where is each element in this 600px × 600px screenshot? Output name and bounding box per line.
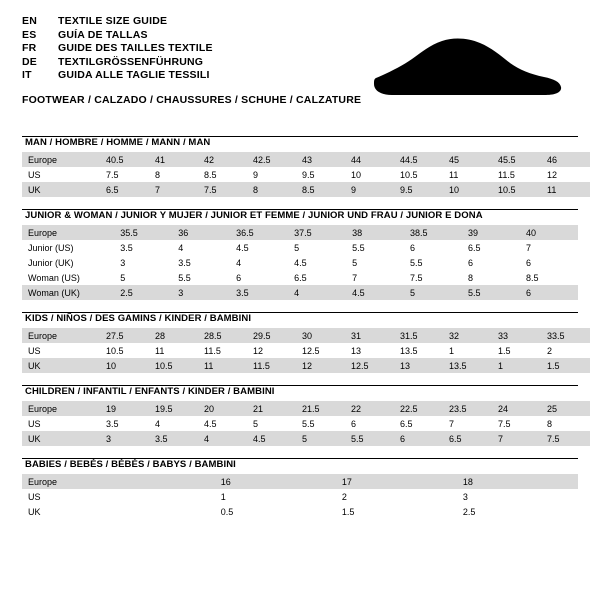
size-cell: 7.5 <box>198 182 247 197</box>
size-cell: 8 <box>155 169 161 180</box>
size-cell: 4.5 <box>247 431 296 446</box>
row-label: Europe <box>22 152 100 167</box>
size-cell: 36.5 <box>230 225 288 240</box>
dress-shoe-icon <box>368 32 568 104</box>
size-cell: 4.5 <box>294 257 307 268</box>
size-cell: 10.5 <box>106 345 124 356</box>
size-cell: 18 <box>457 474 578 489</box>
language-title: TEXTILGRÖSSENFÜHRUNG <box>58 55 204 68</box>
row-label: UK <box>22 431 100 446</box>
size-cell: 11 <box>155 345 165 356</box>
table-row <box>22 167 590 182</box>
size-cell: 38 <box>346 225 404 240</box>
size-cell: 22.5 <box>394 401 443 416</box>
size-cell: 33 <box>492 328 541 343</box>
size-cell: 10 <box>100 358 149 373</box>
size-cell: 2 <box>341 491 347 502</box>
size-cell: 19.5 <box>149 401 198 416</box>
size-table <box>22 401 590 446</box>
size-cell: 6 <box>467 257 473 268</box>
category-line: FOOTWEAR / CALZADO / CHAUSSURES / SCHUHE / CALZATURE <box>22 93 362 106</box>
size-cell: 12 <box>296 358 345 373</box>
size-cell: 3 <box>120 257 126 268</box>
size-cell: 7 <box>352 272 358 283</box>
section-title: BABIES / BEBÉS / BÉBÉS / BABYS / BAMBINI <box>25 459 236 470</box>
size-cell: 13 <box>351 345 362 356</box>
size-cell: 5 <box>296 431 345 446</box>
size-cell: 24 <box>492 401 541 416</box>
size-cell: 6.5 <box>100 182 149 197</box>
size-cell: 11 <box>198 358 247 373</box>
size-cell: 42 <box>198 152 247 167</box>
size-cell: 30 <box>296 328 345 343</box>
size-cell: 2.5 <box>462 506 476 517</box>
size-cell: 9.5 <box>394 182 443 197</box>
size-cell: 42.5 <box>247 152 296 167</box>
size-cell: 7.5 <box>498 418 511 429</box>
size-cell: 10.5 <box>149 358 198 373</box>
row-label: Woman (US) <box>28 272 80 283</box>
size-cell: 7 <box>525 242 531 253</box>
size-cell: 11 <box>541 182 590 197</box>
table-row <box>22 328 590 343</box>
size-cell: 7 <box>492 431 541 446</box>
size-cell: 12 <box>253 345 264 356</box>
size-cell: 0.5 <box>220 506 234 517</box>
size-cell: 7.5 <box>106 169 119 180</box>
size-cell: 11 <box>449 169 459 180</box>
table-row <box>22 152 590 167</box>
size-cell: 8.5 <box>204 169 217 180</box>
section-title: KIDS / NIÑOS / DES GAMINS / KINDER / BAMBINI <box>25 313 252 324</box>
size-cell: 6 <box>351 418 357 429</box>
size-cell: 11.5 <box>498 169 515 180</box>
size-cell: 3 <box>462 491 468 502</box>
language-title-list <box>22 16 213 84</box>
size-cell: 2 <box>547 345 553 356</box>
table-row <box>22 474 578 489</box>
table-row <box>22 431 590 446</box>
language-title: GUIDA ALLE TAGLIE TESSILI <box>58 69 210 81</box>
language-row <box>22 30 213 44</box>
size-cell: 7 <box>149 182 198 197</box>
size-cell: 4 <box>155 418 161 429</box>
section-title: JUNIOR & WOMAN / JUNIOR Y MUJER / JUNIOR ET FEMME / JUNIOR UND FRAU / JUNIOR E DONA <box>25 210 483 221</box>
size-section <box>22 312 578 373</box>
language-row <box>22 43 213 57</box>
table-row <box>22 285 578 300</box>
size-cell: 1 <box>220 491 226 502</box>
row-label: Europe <box>22 225 114 240</box>
size-cell: 12 <box>547 169 558 180</box>
size-cell: 3 <box>172 285 230 300</box>
size-table <box>22 328 590 373</box>
size-cell: 10.5 <box>400 169 418 180</box>
row-label: US <box>28 418 41 429</box>
size-table <box>22 474 578 519</box>
size-cell: 1.5 <box>498 345 511 356</box>
size-cell: 8 <box>467 272 473 283</box>
table-row <box>22 255 578 270</box>
language-title: TEXTILE SIZE GUIDE <box>58 15 168 27</box>
size-cell: 38.5 <box>404 225 462 240</box>
size-cell: 28.5 <box>198 328 247 343</box>
size-cell: 4.5 <box>346 285 404 300</box>
size-cell: 9 <box>345 182 394 197</box>
size-section <box>22 385 578 446</box>
size-cell: 1.5 <box>341 506 355 517</box>
size-cell: 25 <box>541 401 590 416</box>
row-label: US <box>28 491 41 502</box>
table-row <box>22 489 578 504</box>
table-row <box>22 270 578 285</box>
size-cell: 5.5 <box>462 285 520 300</box>
size-cell: 43 <box>296 152 345 167</box>
size-cell: 6.5 <box>400 418 413 429</box>
document-header <box>22 16 578 124</box>
size-cell: 3.5 <box>178 257 191 268</box>
size-cell: 5.5 <box>345 431 394 446</box>
size-cell: 6 <box>410 242 416 253</box>
size-cell: 5 <box>352 257 358 268</box>
size-cell: 5 <box>253 418 259 429</box>
size-cell: 2.5 <box>114 285 172 300</box>
size-section <box>22 458 578 519</box>
size-cell: 6.5 <box>467 242 481 253</box>
size-cell: 5.5 <box>352 242 365 253</box>
size-cell: 1.5 <box>541 358 590 373</box>
size-cell: 40 <box>520 225 578 240</box>
language-code: DE <box>22 55 37 68</box>
size-cell: 27.5 <box>100 328 149 343</box>
row-label: US <box>28 345 41 356</box>
size-cell: 21 <box>247 401 296 416</box>
size-cell: 5.5 <box>178 272 191 283</box>
size-cell: 10 <box>443 182 492 197</box>
size-section <box>22 136 578 197</box>
size-cell: 4 <box>178 242 184 253</box>
size-cell: 5 <box>120 272 126 283</box>
size-cell: 9 <box>253 169 259 180</box>
language-code: IT <box>22 69 32 81</box>
size-cell: 8.5 <box>525 272 539 283</box>
table-row <box>22 225 578 240</box>
size-cell: 39 <box>462 225 520 240</box>
size-cell: 6.5 <box>294 272 307 283</box>
size-cell: 4.5 <box>204 418 217 429</box>
size-cell: 45 <box>443 152 492 167</box>
size-cell: 10 <box>351 169 362 180</box>
size-cell: 40.5 <box>100 152 149 167</box>
size-cell: 6 <box>394 431 443 446</box>
size-cell: 3.5 <box>149 431 198 446</box>
size-cell: 41 <box>149 152 198 167</box>
size-cell: 8.5 <box>296 182 345 197</box>
size-cell: 9.5 <box>302 169 315 180</box>
size-cell: 5 <box>294 242 300 253</box>
row-label: Europe <box>22 328 100 343</box>
table-row <box>22 182 590 197</box>
row-label: Europe <box>22 474 215 489</box>
row-label: UK <box>28 506 41 517</box>
size-cell: 8 <box>247 182 296 197</box>
size-cell: 32 <box>443 328 492 343</box>
size-cell: 16 <box>215 474 336 489</box>
size-cell: 1 <box>449 345 455 356</box>
language-row <box>22 70 213 84</box>
size-sections <box>22 136 578 519</box>
size-section <box>22 209 578 300</box>
row-label: Junior (UK) <box>28 257 74 268</box>
size-cell: 20 <box>198 401 247 416</box>
size-cell: 13 <box>394 358 443 373</box>
size-cell: 6 <box>236 272 242 283</box>
section-title: MAN / HOMBRE / HOMME / MANN / MAN <box>25 137 211 148</box>
size-cell: 11.5 <box>204 345 221 356</box>
table-row <box>22 416 590 431</box>
size-cell: 4 <box>198 431 247 446</box>
size-cell: 45.5 <box>492 152 541 167</box>
row-label: UK <box>22 358 100 373</box>
size-cell: 37.5 <box>288 225 346 240</box>
table-row <box>22 343 590 358</box>
size-cell: 3.5 <box>230 285 288 300</box>
size-cell: 12.5 <box>302 345 320 356</box>
row-label: Europe <box>22 401 100 416</box>
section-title: CHILDREN / INFANTIL / ENFANTS / KINDER / BAMBINI <box>25 386 275 397</box>
row-label: US <box>28 169 41 180</box>
size-cell: 1 <box>492 358 541 373</box>
size-cell: 13.5 <box>400 345 418 356</box>
size-cell: 3 <box>100 431 149 446</box>
size-cell: 35.5 <box>114 225 172 240</box>
row-label: Junior (US) <box>28 242 74 253</box>
size-cell: 4 <box>236 257 242 268</box>
size-cell: 33.5 <box>541 328 590 343</box>
size-cell: 10.5 <box>492 182 541 197</box>
size-cell: 7.5 <box>541 431 590 446</box>
size-cell: 12.5 <box>345 358 394 373</box>
size-table <box>22 152 590 197</box>
size-cell: 5.5 <box>302 418 315 429</box>
row-label: UK <box>22 182 100 197</box>
size-cell: 22 <box>345 401 394 416</box>
size-cell: 13.5 <box>443 358 492 373</box>
size-cell: 19 <box>100 401 149 416</box>
language-title: GUÍA DE TALLAS <box>58 28 148 41</box>
size-cell: 23.5 <box>443 401 492 416</box>
table-row <box>22 504 578 519</box>
size-cell: 36 <box>172 225 230 240</box>
size-cell: 31 <box>345 328 394 343</box>
size-cell: 17 <box>336 474 457 489</box>
size-cell: 6 <box>525 257 531 268</box>
language-code: EN <box>22 15 37 27</box>
size-cell: 8 <box>547 418 553 429</box>
size-cell: 6.5 <box>443 431 492 446</box>
size-cell: 11.5 <box>247 358 296 373</box>
size-cell: 4 <box>288 285 346 300</box>
row-label: Woman (UK) <box>22 285 114 300</box>
language-code: FR <box>22 42 37 54</box>
size-cell: 46 <box>541 152 590 167</box>
language-row <box>22 16 213 30</box>
size-cell: 3.5 <box>120 242 133 253</box>
size-cell: 4.5 <box>236 242 249 253</box>
size-cell: 21.5 <box>296 401 345 416</box>
language-row <box>22 57 213 71</box>
table-row <box>22 358 590 373</box>
language-title: GUIDE DES TAILLES TEXTILE <box>58 42 213 54</box>
size-cell: 31.5 <box>394 328 443 343</box>
size-cell: 28 <box>149 328 198 343</box>
size-cell: 44.5 <box>394 152 443 167</box>
language-code: ES <box>22 28 37 41</box>
size-cell: 6 <box>520 285 578 300</box>
size-cell: 29.5 <box>247 328 296 343</box>
size-cell: 5.5 <box>410 257 423 268</box>
size-cell: 44 <box>345 152 394 167</box>
size-cell: 7 <box>449 418 455 429</box>
size-cell: 3.5 <box>106 418 119 429</box>
size-cell: 7.5 <box>410 272 423 283</box>
size-cell: 5 <box>404 285 462 300</box>
table-row <box>22 401 590 416</box>
table-row <box>22 240 578 255</box>
size-table <box>22 225 578 300</box>
